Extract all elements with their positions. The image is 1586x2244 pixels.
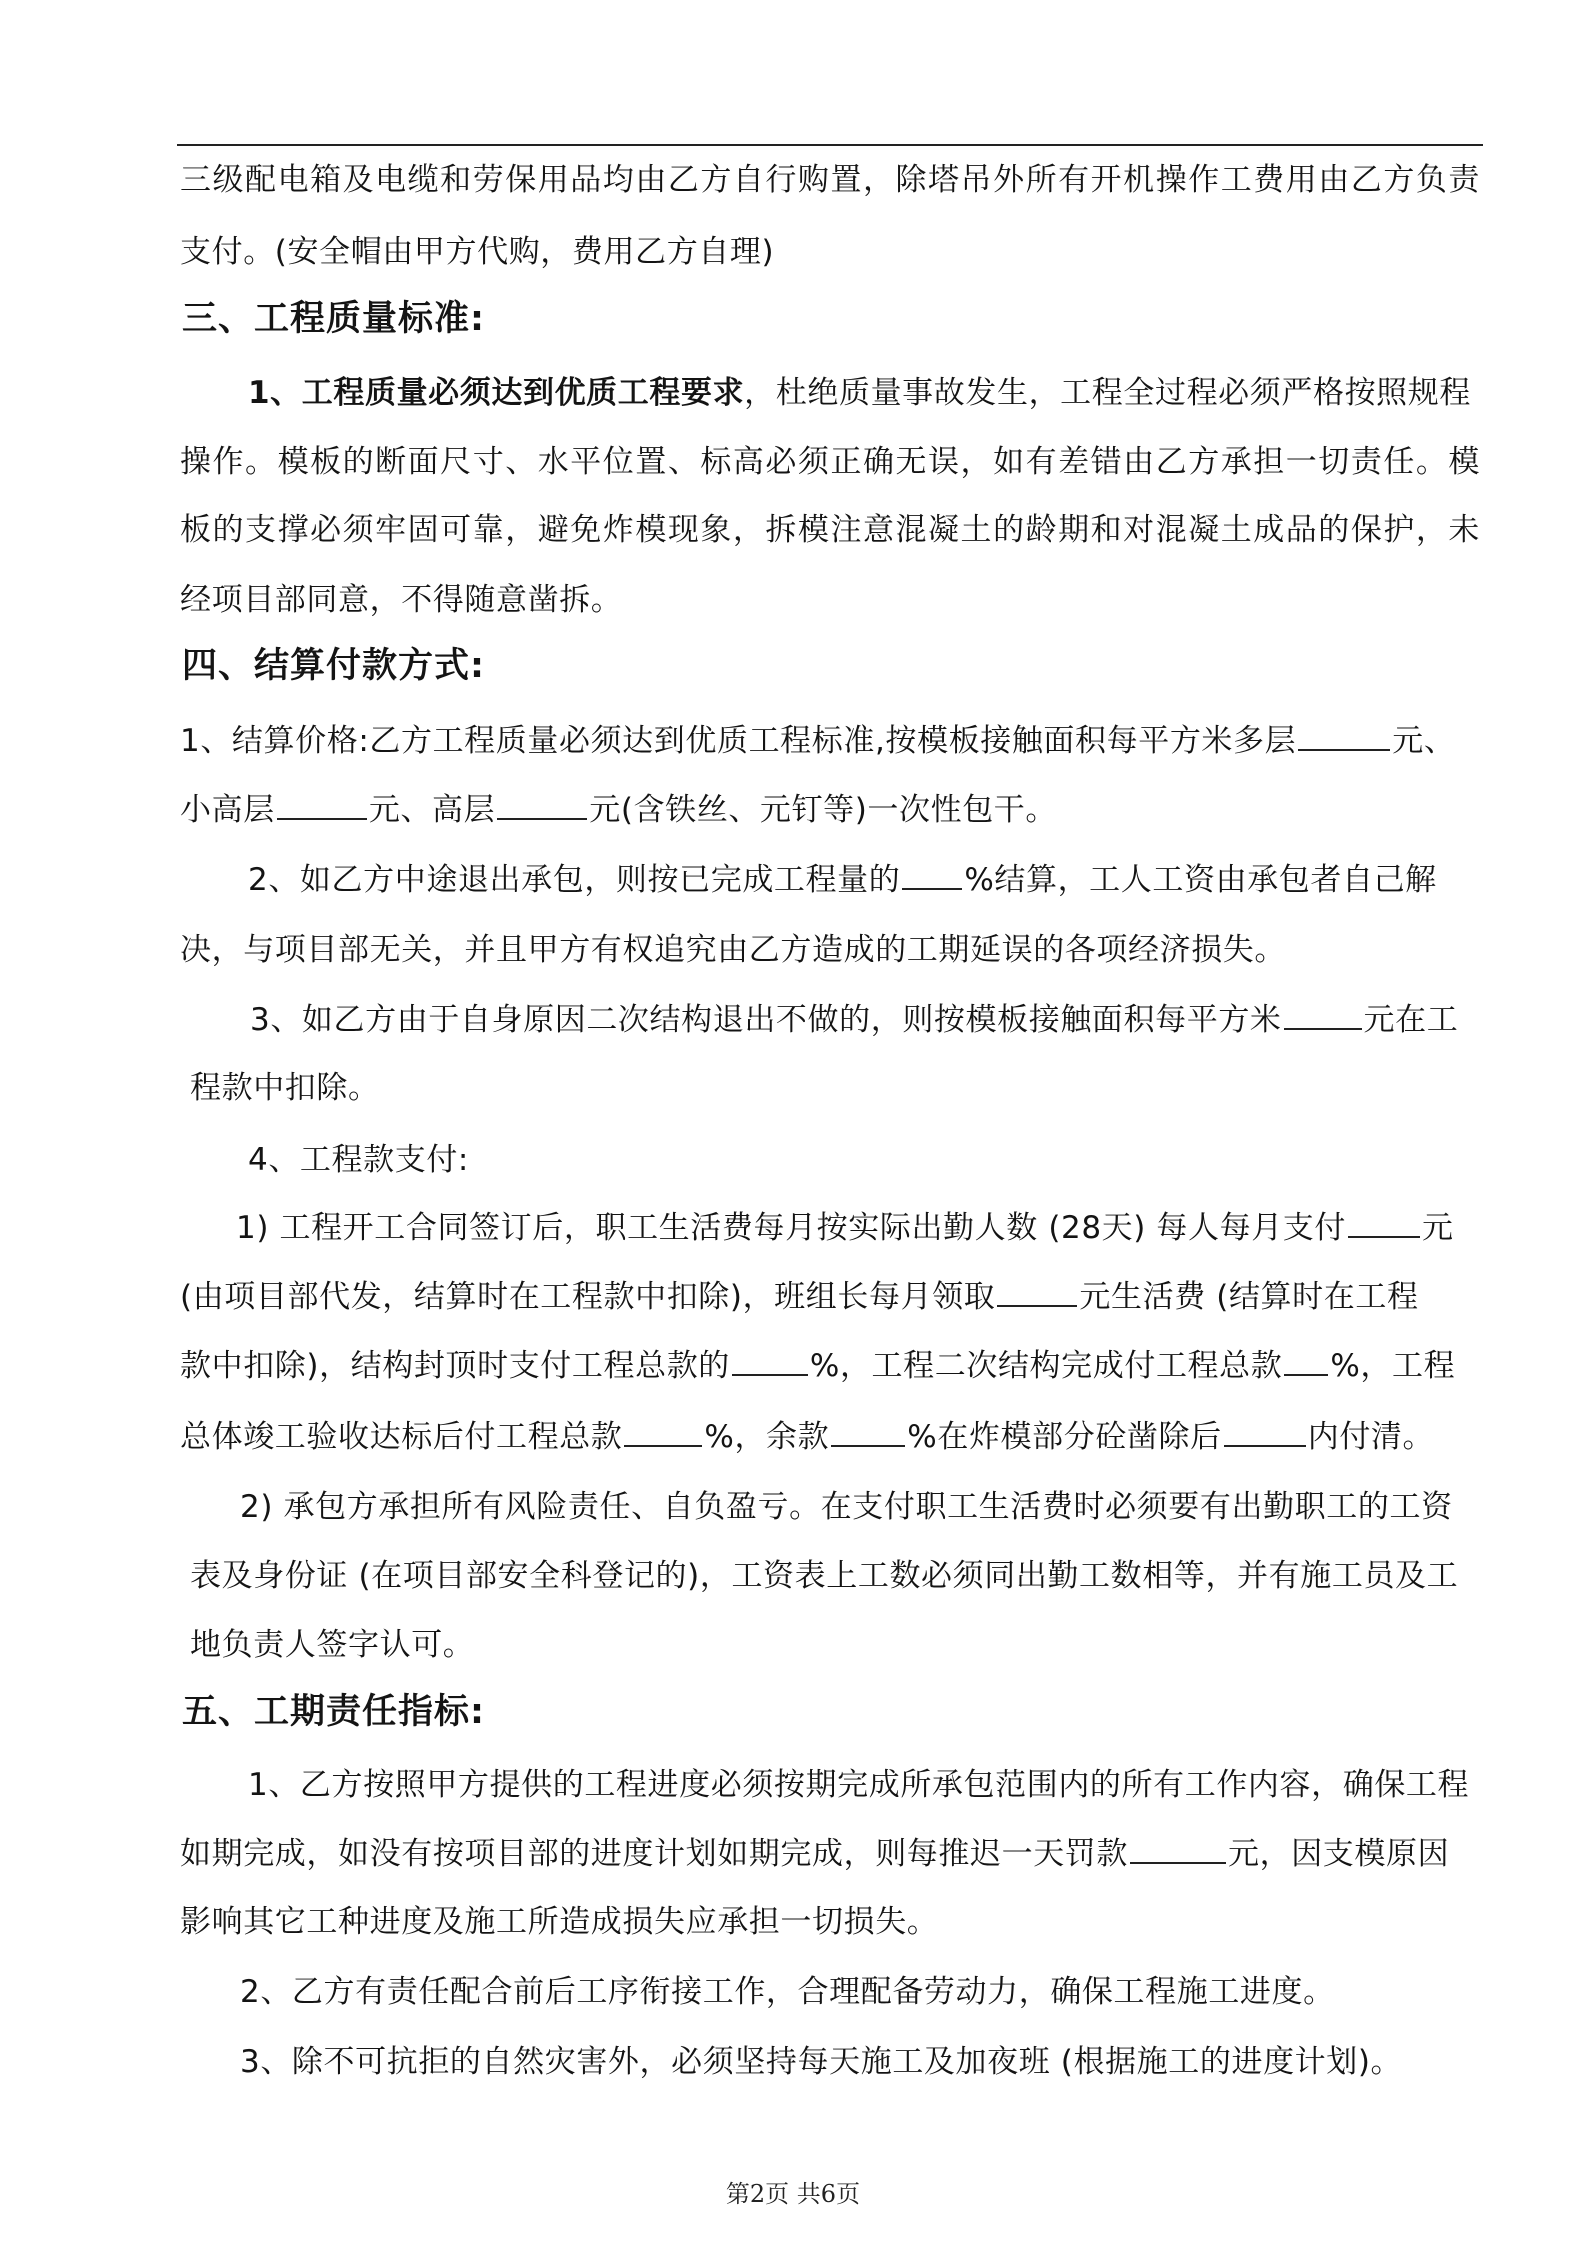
text-run: %结算，工人工资由承包者自己解 [964,862,1437,898]
para-line-24: 2、乙方有责任配合前后工序衔接工作，合理配备劳动力，确保工程施工进度。 [240,1974,1335,2010]
text-run: ，杜绝质量事故发生，工程全过程必须严格按照规程 [744,375,1471,411]
para-line-25: 3、除不可抗拒的自然灾害外，必须坚持每天施工及加夜班 (根据施工的进度计划)。 [240,2044,1403,2080]
text-run: 内付清。 [1307,1419,1435,1455]
bold-phrase: 1、工程质量必须达到优质工程要求 [248,375,745,411]
section-heading-4: 四、结算付款方式: [182,646,485,686]
para-line-7 [180,721,1455,761]
para-line-22 [180,1834,1449,1874]
fill-blank [1298,723,1390,751]
para-line-10: 决，与项目部无关，并且甲方有权追究由乙方造成的工期延误的各项经济损失。 [180,932,1286,968]
text-run: %，工程 [1330,1348,1456,1384]
fill-blank [1348,1210,1420,1238]
text-run: 元生活费 (结算时在工程 [1079,1279,1419,1315]
text-run: %在炸模部分砼凿除后 [907,1419,1222,1455]
para-line-13: 4、工程款支付: [248,1142,469,1178]
para-line-4: 操作。模板的断面尺寸、水平位置、标高必须正确无误，如有差错由乙方承担一切责任。模 [180,444,1480,480]
text-run: 元、高层 [368,792,496,828]
para-line-2: 支付。(安全帽由甲方代购，费用乙方自理) [180,234,775,270]
header-rule [177,144,1483,146]
text-run: 元(含铁丝、元钉等)一次性包干。 [589,792,1058,828]
para-line-1: 三级配电箱及电缆和劳保用品均由乙方自行购置，除塔吊外所有开机操作工费用由乙方负责 [180,162,1480,198]
text-run: 总体竣工验收达标后付工程总款 [180,1419,623,1455]
section-heading-5: 五、工期责任指标: [182,1692,485,1732]
text-run: 小高层 [180,792,275,828]
text-run: 如期完成，如没有按项目部的进度计划如期完成，则每推迟一天罚款 [180,1836,1128,1872]
para-line-16 [180,1346,1455,1386]
fill-blank [1284,1002,1362,1030]
text-run: 元 [1422,1210,1454,1246]
text-run: 元、 [1392,723,1456,759]
para-line-18: 2) 承包方承担所有风险责任、自负盈亏。在支付职工生活费时必须要有出勤职工的工资 [240,1489,1453,1525]
section-heading-3: 三、工程质量标准: [182,299,485,339]
fill-blank [1224,1419,1306,1447]
para-line-20: 地负责人签字认可。 [190,1627,475,1663]
text-run: (由项目部代发，结算时在工程款中扣除)，班组长每月领取 [180,1279,996,1315]
fill-blank [1130,1836,1226,1864]
para-line-8 [180,790,1057,830]
text-run: %，工程二次结构完成付工程总款 [809,1348,1283,1384]
fill-blank [732,1348,808,1376]
fill-blank [831,1419,905,1447]
text-run: 元在工 [1363,1002,1459,1038]
text-run: 1) 工程开工合同签订后，职工生活费每月按实际出勤人数 (28天) 每人每月支付 [236,1210,1347,1246]
para-line-14 [236,1208,1454,1248]
para-line-6: 经项目部同意，不得随意凿拆。 [180,582,623,618]
para-line-12: 程款中扣除。 [190,1070,380,1106]
fill-blank [902,862,962,890]
text-run: %，余款 [704,1419,830,1455]
para-line-5: 板的支撑必须牢固可靠，避免炸模现象，拆模注意混凝土的龄期和对混凝土成品的保护，未 [180,512,1480,548]
fill-blank [624,1419,702,1447]
fill-blank [1284,1348,1328,1376]
para-line-23: 影响其它工种进度及施工所造成损失应承担一切损失。 [180,1904,939,1940]
para-line-11 [250,1000,1458,1040]
text-run: 款中扣除)，结构封顶时支付工程总款的 [180,1348,730,1384]
page-number: 第2页 共6页 [725,2180,861,2208]
para-line-9 [248,860,1437,900]
fill-blank [997,1279,1077,1307]
fill-blank [277,792,367,820]
text-run: 1、结算价格:乙方工程质量必须达到优质工程标准,按模板接触面积每平方米多层 [180,723,1297,759]
para-line-21: 1、乙方按照甲方提供的工程进度必须按期完成所承包范围内的所有工作内容，确保工程 [248,1767,1470,1803]
para-line-19: 表及身份证 (在项目部安全科登记的)，工资表上工数必须同出勤工数相等，并有施工员及工 [190,1558,1459,1594]
text-run: 元，因支模原因 [1228,1836,1450,1872]
para-line-15 [180,1277,1419,1317]
para-line-3 [248,373,1471,413]
text-run: 2、如乙方中途退出承包，则按已完成工程量的 [248,862,901,898]
fill-blank [497,792,587,820]
para-line-17 [180,1417,1434,1457]
text-run: 3、如乙方由于自身原因二次结构退出不做的，则按模板接触面积每平方米 [250,1002,1282,1038]
